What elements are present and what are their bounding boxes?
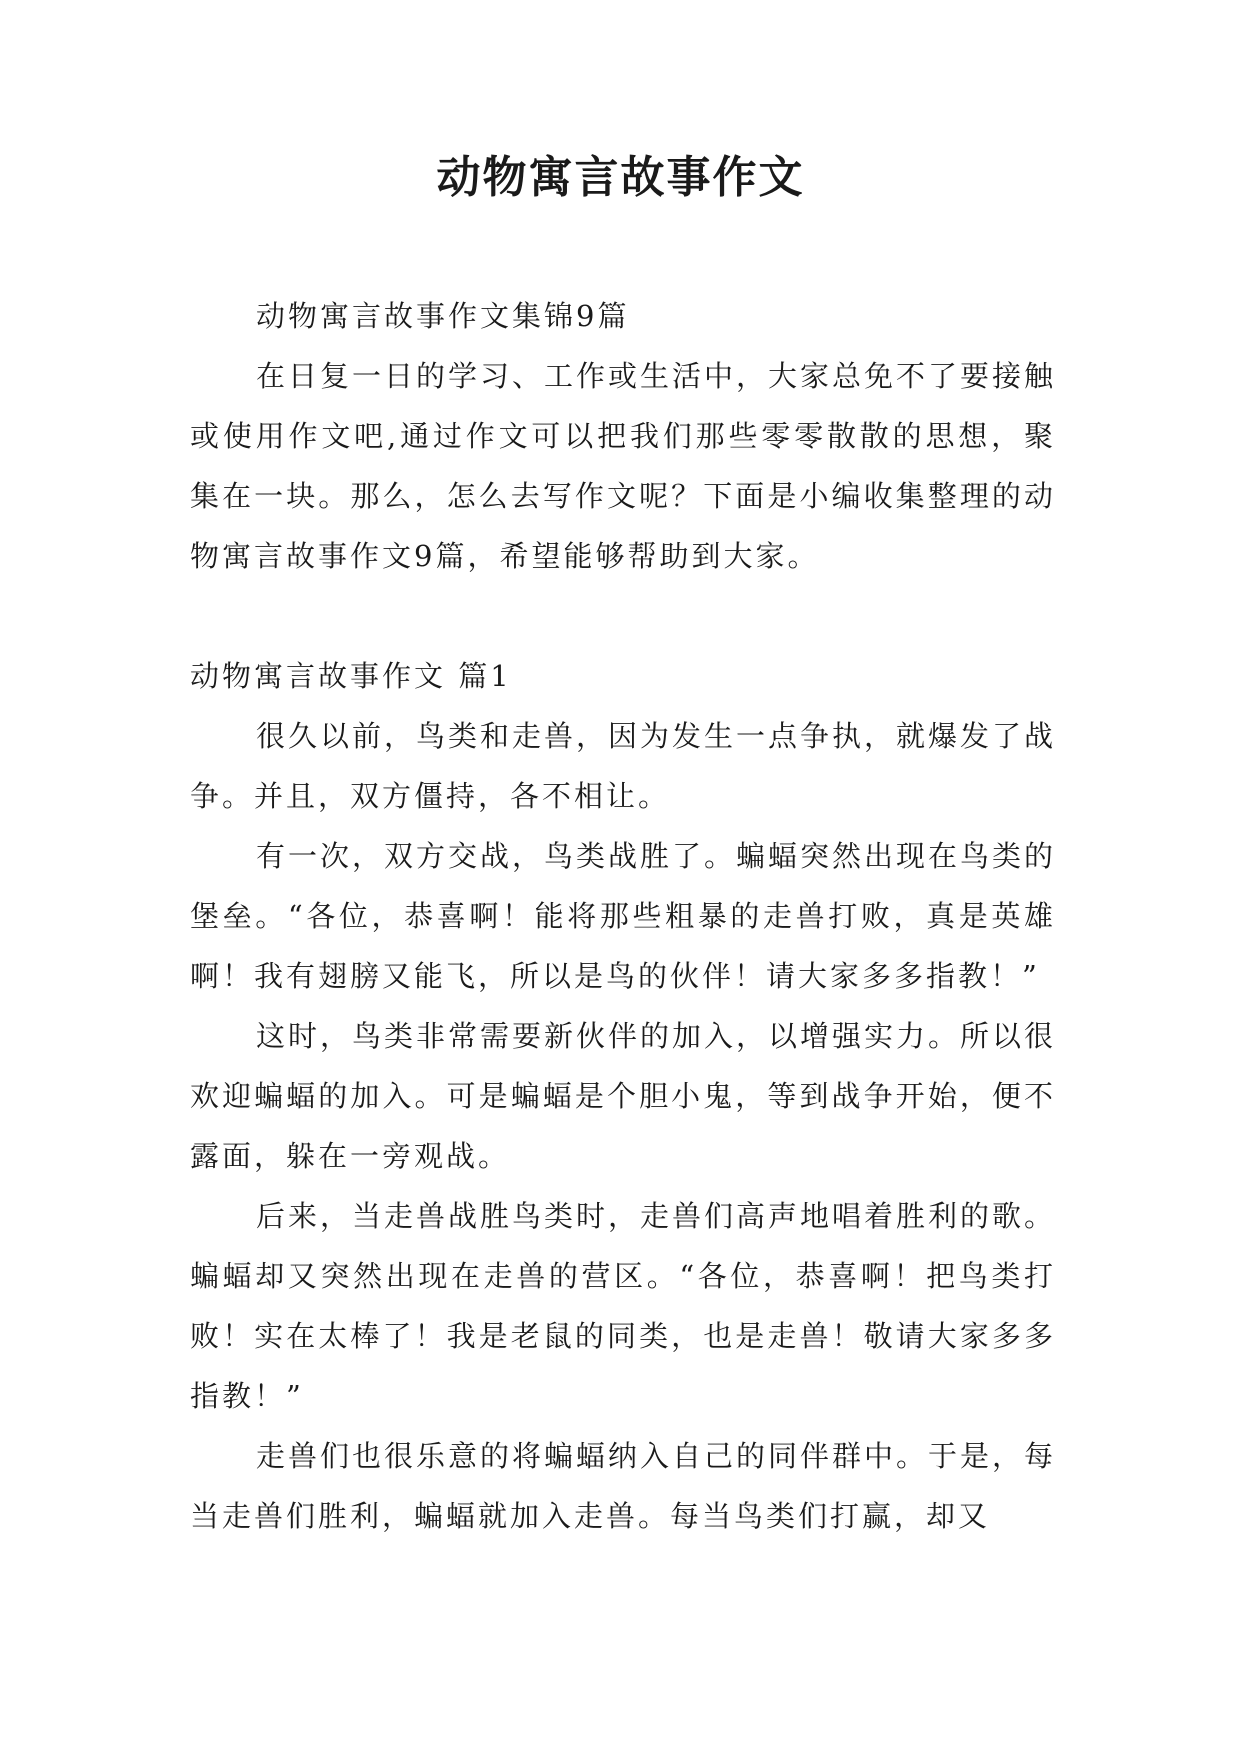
story-paragraph: 这时，鸟类非常需要新伙伴的加入，以增强实力。所以很欢迎蝙蝠的加入。可是蝙蝠是个胆小鬼，等到战争开始，便不露面，躲在一旁观战。 [190,1019,1057,1173]
intro-paragraph: 在日复一日的学习、工作或生活中，大家总免不了要接触或使用作文吧,通过作文可以把我们那些零零散散的思想，聚集在一块。那么，怎么去写作文呢？下面是小编收集整理的动物寓言故事作文9篇，希望能够帮助到大家。 [190,359,1057,573]
story-paragraph: 走兽们也很乐意的将蝙蝠纳入自己的同伴群中。于是，每当走兽们胜利，蝙蝠就加入走兽。每当鸟类们打赢，却又 [190,1439,1057,1533]
document-subtitle: 动物寓言故事作文集锦9篇 [256,299,630,333]
story-paragraph: 很久以前，鸟类和走兽，因为发生一点争执，就爆发了战争。并且，双方僵持，各不相让。 [190,719,1057,813]
story-paragraph: 后来，当走兽战胜鸟类时，走兽们高声地唱着胜利的歌。蝙蝠却又突然出现在走兽的营区。“各位，恭喜啊！把鸟类打败！实在太棒了！我是老鼠的同类，也是走兽！敬请大家多多指教！” [190,1199,1057,1413]
document-title: 动物寓言故事作文 [436,152,805,203]
document-body [190,286,1056,1546]
story-paragraph: 有一次，双方交战，鸟类战胜了。蝙蝠突然出现在鸟类的堡垒。“各位，恭喜啊！能将那些粗暴的走兽打败，真是英雄啊！我有翅膀又能飞，所以是鸟的伙伴！请大家多多指教！” [190,839,1057,993]
section-heading: 动物寓言故事作文 篇1 [190,659,512,693]
